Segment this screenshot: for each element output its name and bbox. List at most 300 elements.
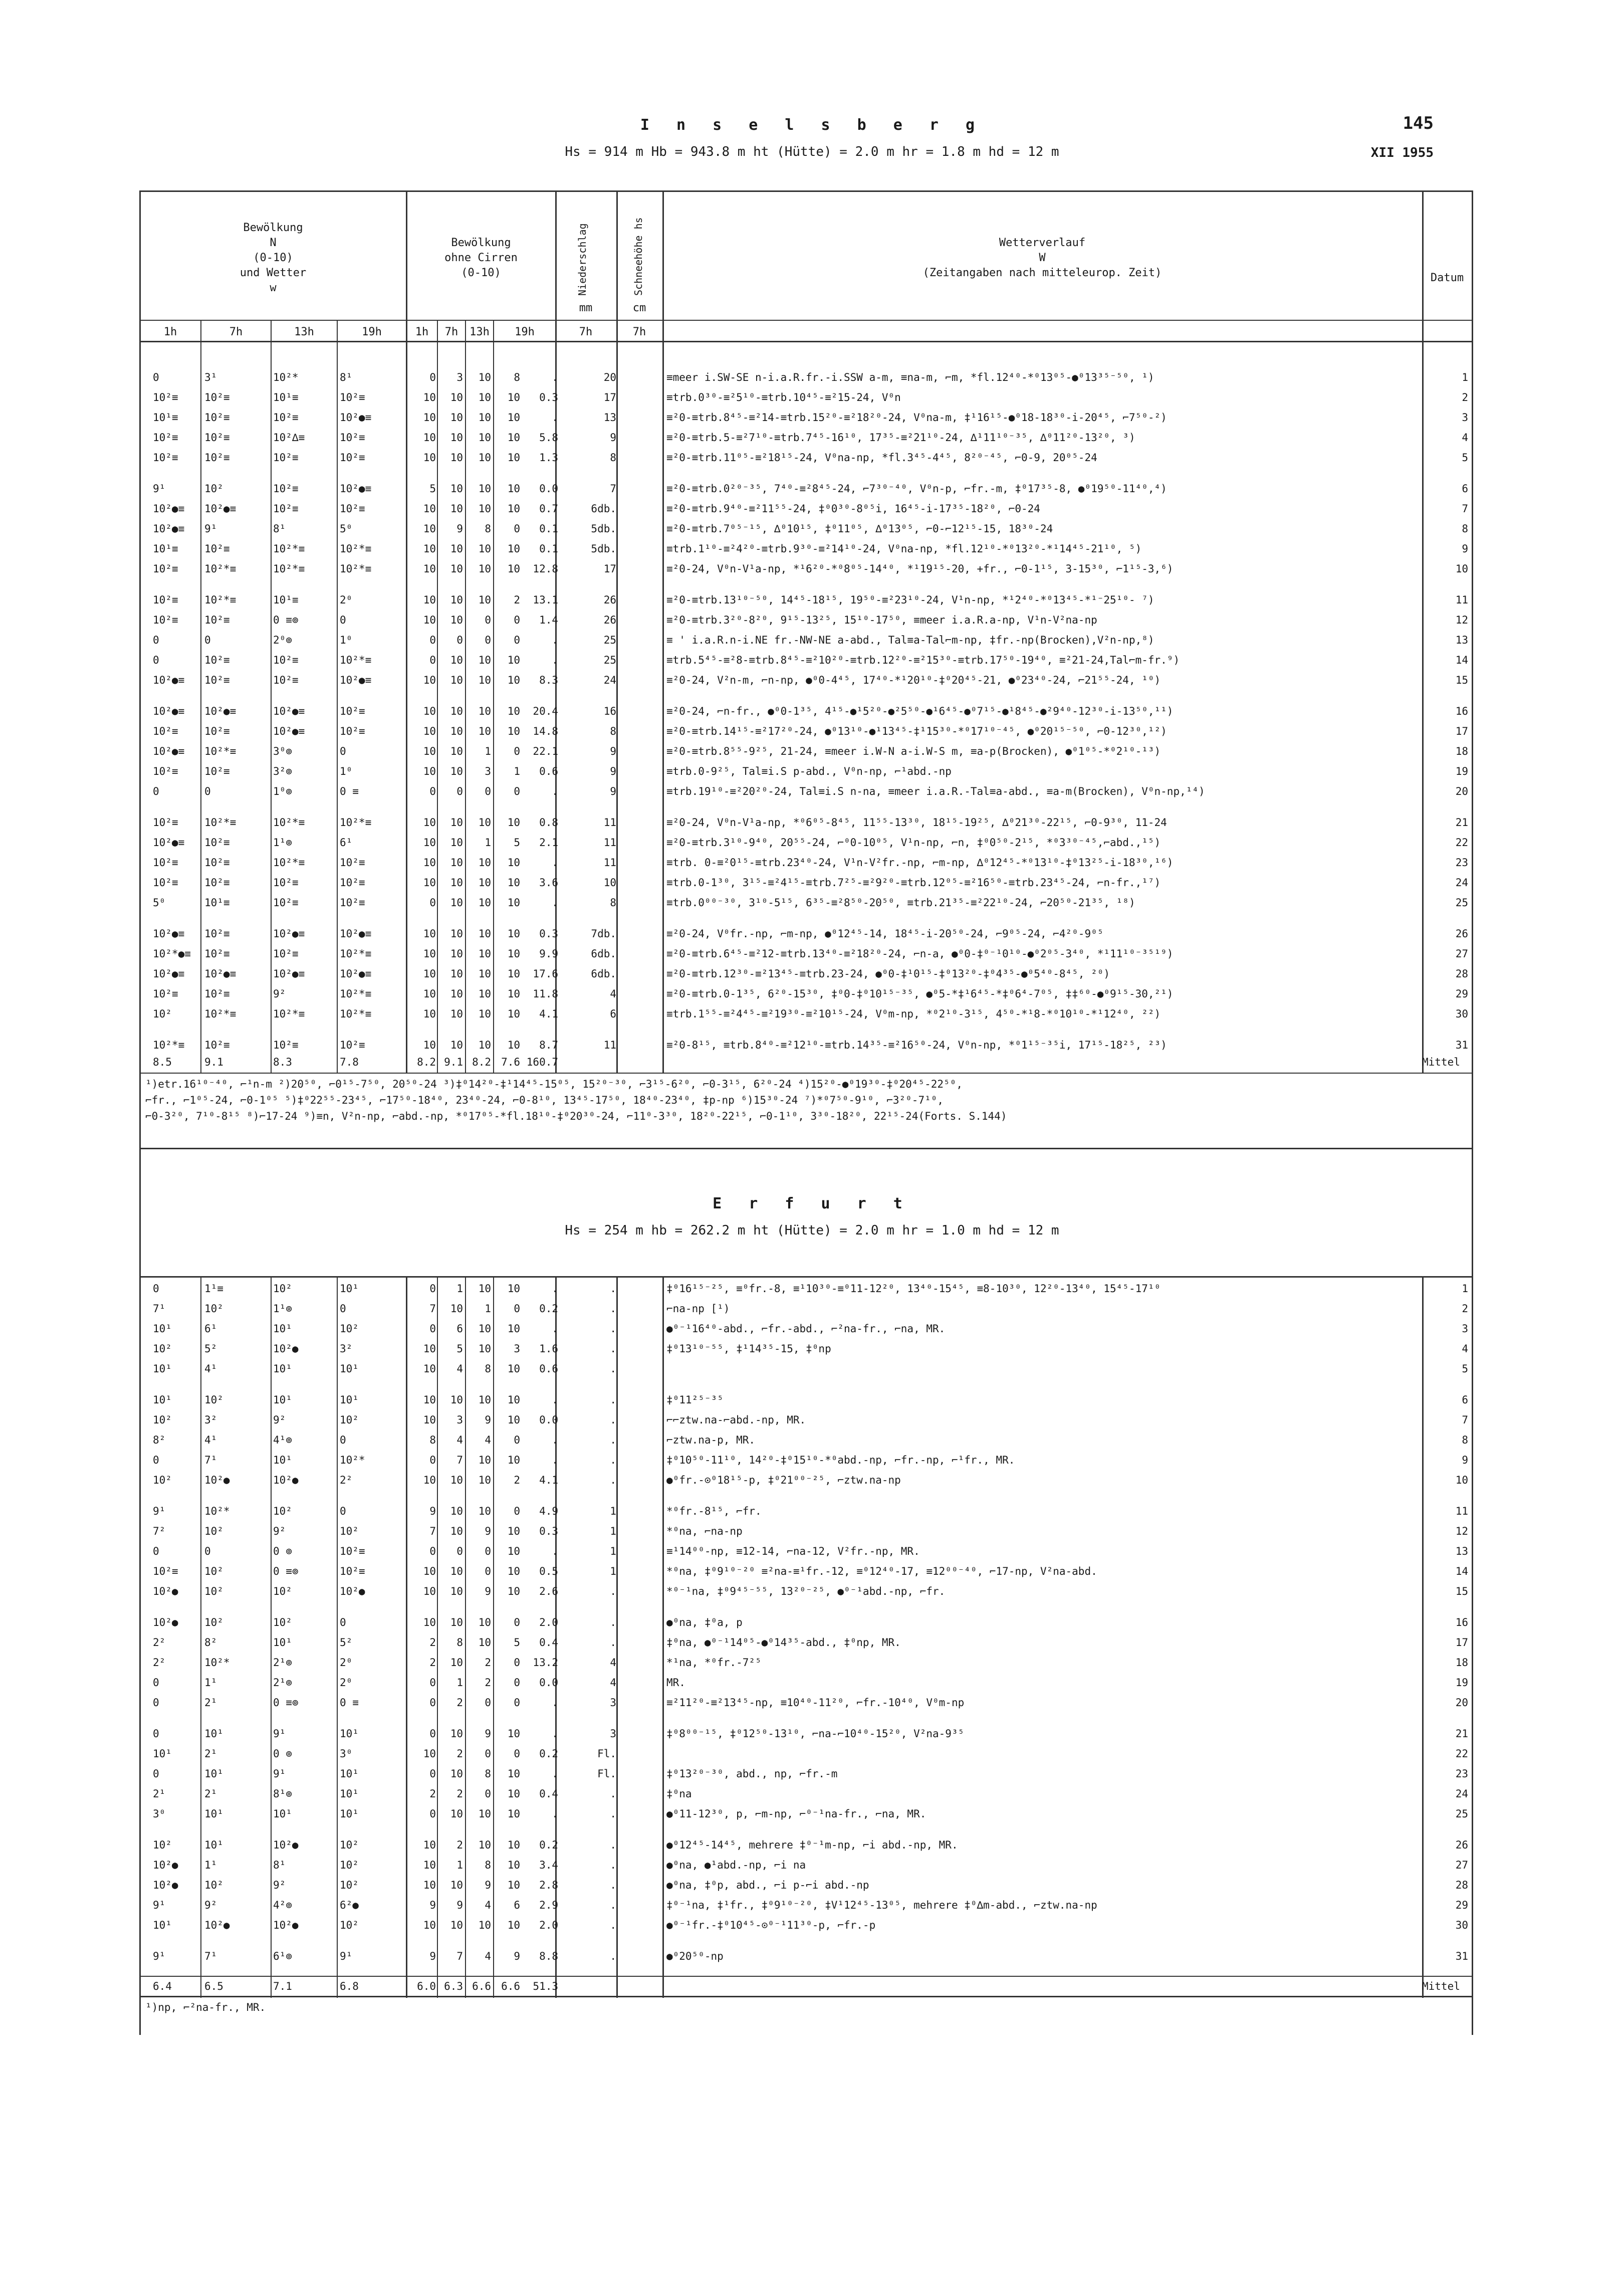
cell-b7: 10 <box>450 1616 463 1628</box>
table-row <box>0 1879 1624 1892</box>
cell-b7: 10 <box>450 563 463 575</box>
cell-n13: 10²≡ <box>273 654 299 666</box>
cell-precip: 9.9 <box>539 948 558 960</box>
cell-precip: 4.1 <box>539 1474 558 1486</box>
cell-n13: 3⁰⊚ <box>273 745 292 757</box>
cell-n1: 10² <box>153 1474 172 1486</box>
cell-n1: 10¹ <box>153 1919 172 1931</box>
cell-precip: 13.2 <box>533 1657 558 1669</box>
cell-n1: 0 <box>153 1454 159 1466</box>
cell-snow: 1 <box>610 1565 616 1577</box>
cell-b13: 10 <box>478 1008 491 1020</box>
cell-n19: 10¹ <box>340 1728 359 1740</box>
cell-b7: 10 <box>450 725 463 737</box>
cell-n13: 9¹ <box>273 1768 286 1780</box>
cell-b13: 4 <box>485 1899 491 1911</box>
cell-b19: 10 <box>507 897 520 909</box>
cell-snow: . <box>610 1454 616 1466</box>
cell-b13: 10 <box>478 877 491 889</box>
cell-n13: 10²*≡ <box>273 543 305 555</box>
cell-b1: 10 <box>423 432 436 444</box>
cell-n13: 10²*≡ <box>273 857 305 869</box>
table-row <box>0 613 1624 627</box>
header-line: ohne Cirren <box>444 252 518 264</box>
cell-b19: 10 <box>507 1879 520 1891</box>
mean-b13: 8.2 <box>472 1056 491 1068</box>
cell-weather: MR. <box>666 1677 685 1689</box>
cell-n13: 10² <box>273 1505 292 1517</box>
table-row <box>0 1676 1624 1689</box>
cell-b7: 2 <box>456 1697 463 1709</box>
cell-n19: 10¹ <box>340 1808 359 1820</box>
time-header: 19h <box>362 326 382 338</box>
cell-b1: 10 <box>423 1585 436 1597</box>
cell-b19: 10 <box>507 1565 520 1577</box>
cell-n19: 0 <box>340 614 346 626</box>
cell-n13: 9² <box>273 1525 286 1537</box>
cell-snow: 4 <box>610 1677 616 1689</box>
cell-b1: 5 <box>429 483 436 495</box>
cell-b19: 10 <box>507 452 520 464</box>
cell-b19: 0 <box>514 1748 520 1760</box>
cell-weather: ●⁰⁻¹fr.-‡⁰10⁴⁵-⊙⁰⁻¹11³⁰-p, ⌐fr.-p <box>666 1919 876 1931</box>
cell-b1: 10 <box>423 816 436 829</box>
cell-date: 26 <box>1455 928 1468 940</box>
cell-b19: 8 <box>514 371 520 383</box>
cell-b7: 10 <box>450 1525 463 1537</box>
cell-n13: 1¹⊚ <box>273 1303 292 1315</box>
cell-b19: 2 <box>514 594 520 606</box>
cell-n7: 10² <box>204 1616 223 1628</box>
cell-date: 15 <box>1455 674 1468 686</box>
cell-b19: 6 <box>514 1899 520 1911</box>
table-row <box>0 1696 1624 1709</box>
table2-top-border <box>139 1276 1473 1278</box>
cell-snow: 8 <box>610 897 616 909</box>
cell-n1: 0 <box>153 1283 159 1295</box>
mean2-row-line <box>139 1976 1473 1977</box>
cell-date: 24 <box>1455 1788 1468 1800</box>
cell-n1: 10¹≡ <box>153 543 178 555</box>
cell-b13: 0 <box>485 1748 491 1760</box>
table-top-border <box>139 190 1473 192</box>
cell-n19: 10¹ <box>340 1363 359 1375</box>
cell-snow: 10 <box>603 877 616 889</box>
cell-n7: 10²≡ <box>204 391 230 403</box>
cell-n19: 10²●≡ <box>340 483 372 495</box>
cell-n13: 10²●≡ <box>273 928 305 940</box>
cell-b19: 10 <box>507 432 520 444</box>
table-row <box>0 896 1624 909</box>
mean-n19: 7.8 <box>340 1056 359 1068</box>
cell-n19: 10¹ <box>340 1283 359 1295</box>
table-row <box>0 1342 1624 1355</box>
cell-b19: 10 <box>507 928 520 940</box>
cell-snow: 6db. <box>591 968 616 980</box>
cell-n19: 1⁰ <box>340 634 353 646</box>
cell-b7: 10 <box>450 1657 463 1669</box>
cell-b1: 0 <box>429 1323 436 1335</box>
cell-b19: 10 <box>507 1728 520 1740</box>
footnote-line: ⌐0-3²⁰, 7¹⁰-8¹⁵ ⁸)⌐17-24 ⁹)≡n, V²n-np, ⌐abd.-np, *⁰17⁰⁵-*fl.18¹⁰-‡⁰20³⁰-24, ⌐11⁰-3³⁰, 18²⁰-22¹⁵, ⌐0-1¹⁰, 3³⁰-18²⁰, 22¹⁵-24(Forts. S.144) <box>145 1110 1007 1122</box>
cell-n7: 10² <box>204 1525 223 1537</box>
cell-precip: 0.3 <box>539 928 558 940</box>
cell-n1: 0 <box>153 1697 159 1709</box>
table-row <box>0 1454 1624 1467</box>
cell-weather: *⁰fr.-8¹⁵, ⌐fr. <box>666 1505 762 1517</box>
cell-b13: 2 <box>485 1657 491 1669</box>
table-row <box>0 1433 1624 1447</box>
cell-n1: 7¹ <box>153 1303 166 1315</box>
cell-b19: 10 <box>507 1788 520 1800</box>
table-row <box>0 1039 1624 1052</box>
cell-b7: 10 <box>450 765 463 777</box>
cell-b13: 10 <box>478 1343 491 1355</box>
cell-weather: ≡²0-≡trb.12³⁰-≡²13⁴⁵-≡trb.23-24, ●⁰0-‡¹0¹⁵-‡⁰13²⁰-‡⁰4³⁵-●⁰5⁴⁰-8⁴⁵, ²⁰) <box>666 968 1110 980</box>
time-header: 7h <box>444 326 458 338</box>
cell-weather: *⁰na, ⌐na-np <box>666 1525 743 1537</box>
cell-n7: 10²≡ <box>204 765 230 777</box>
cell-b7: 10 <box>450 614 463 626</box>
time-header: 1h <box>415 326 429 338</box>
cell-date: 14 <box>1455 1565 1468 1577</box>
cell-n7: 10²≡ <box>204 452 230 464</box>
cell-b1: 10 <box>423 452 436 464</box>
cell-n7: 10²*≡ <box>204 594 237 606</box>
cell-b1: 0 <box>429 1454 436 1466</box>
cell-b7: 10 <box>450 1505 463 1517</box>
cell-b1: 10 <box>423 1039 436 1051</box>
cell-n13: 10²≡ <box>273 877 299 889</box>
subheader-line <box>139 320 1473 321</box>
cell-b13: 9 <box>485 1728 491 1740</box>
cell-n19: 10²●≡ <box>340 411 372 424</box>
cell-date: 11 <box>1455 1505 1468 1517</box>
cell-b7: 10 <box>450 857 463 869</box>
cell-b1: 10 <box>423 725 436 737</box>
cell-date: 16 <box>1455 1616 1468 1628</box>
cell-b1: 10 <box>423 563 436 575</box>
cell-snow: 11 <box>603 816 616 829</box>
cell-weather: ‡⁰11²⁵⁻³⁵ <box>666 1394 724 1406</box>
cell-n1: 2² <box>153 1636 166 1648</box>
table-row <box>0 522 1624 535</box>
cell-n13: 2¹⊚ <box>273 1657 292 1669</box>
table-row <box>0 1656 1624 1669</box>
cell-b1: 10 <box>423 1616 436 1628</box>
cell-n1: 10²≡ <box>153 594 178 606</box>
cell-n19: 2⁰ <box>340 1677 353 1689</box>
cell-snow: 9 <box>610 745 616 757</box>
cell-weather: ≡²0-≡trb.8⁵⁵-9²⁵, 21-24, ≡meer i.W-N a-i.W-S m, ≡a-p(Brocken), ●⁰1⁰⁵-*⁰2¹⁰-¹³) <box>666 745 1161 757</box>
cell-n13: 10²≡ <box>273 483 299 495</box>
col-divider <box>555 190 557 1073</box>
table-row <box>0 1747 1624 1760</box>
cell-weather: ≡trb.0⁰⁰⁻³⁰, 3¹⁰-5¹⁵, 6³⁵-≡²8⁵⁰-20⁵⁰, ≡trb.21³⁵-≡²22¹⁰-24, ⌐20⁵⁰-21³⁵, ¹⁸) <box>666 897 1135 909</box>
cell-n19: 10² <box>340 1859 359 1871</box>
cell-n7: 10²≡ <box>204 948 230 960</box>
cell-b13: 10 <box>478 1323 491 1335</box>
table-row <box>0 451 1624 464</box>
cell-snow: 5db. <box>591 543 616 555</box>
mean-n19: 6.8 <box>340 1980 359 1992</box>
cell-n1: 10²≡ <box>153 452 178 464</box>
table-row <box>0 411 1624 424</box>
cell-b1: 10 <box>423 1008 436 1020</box>
time-header: 13h <box>470 326 490 338</box>
cell-snow: . <box>610 1343 616 1355</box>
cell-n19: 3⁰ <box>340 1748 353 1760</box>
cell-weather: ≡²0-≡trb.6⁴⁵-≡²12-≡trb.13⁴⁰-≡²18²⁰-24, ⌐n-a, ●⁰0-‡⁰⁻¹0¹⁰-●⁰2⁰⁵-3⁴⁰, *¹11¹⁰⁻³⁵¹⁹) <box>666 948 1174 960</box>
cell-n19: 5² <box>340 1636 353 1648</box>
cell-n13: 0 ⊚ <box>273 1748 292 1760</box>
cell-n7: 9¹ <box>204 523 217 535</box>
cell-b19: 0 <box>514 1505 520 1517</box>
cell-date: 21 <box>1455 816 1468 829</box>
cell-b13: 8 <box>485 1768 491 1780</box>
cell-precip: . <box>552 857 558 869</box>
cell-weather: ‡⁰na, ●⁰⁻¹14⁰⁵-●⁰14³⁵-abd., ‡⁰np, MR. <box>666 1636 901 1648</box>
table-row <box>0 816 1624 829</box>
cell-b13: 10 <box>478 948 491 960</box>
cell-snow: . <box>610 1919 616 1931</box>
cell-n19: 10²≡ <box>340 725 365 737</box>
cell-snow: . <box>610 1788 616 1800</box>
cell-n7: 10² <box>204 1879 223 1891</box>
cell-precip: 0.1 <box>539 523 558 535</box>
cell-date: 12 <box>1455 614 1468 626</box>
cell-snow: 6db. <box>591 503 616 515</box>
cell-b7: 10 <box>450 543 463 555</box>
cell-n7: 10²●≡ <box>204 705 237 717</box>
cell-precip: . <box>552 785 558 797</box>
cell-n1: 0 <box>153 1768 159 1780</box>
cell-b1: 0 <box>429 634 436 646</box>
mean-precip: 51.3 <box>533 1980 558 1992</box>
cell-b1: 0 <box>429 1283 436 1295</box>
cell-n13: 10² <box>273 1585 292 1597</box>
table-row <box>0 927 1624 940</box>
cell-b13: 8 <box>485 523 491 535</box>
cell-n7: 1¹ <box>204 1677 217 1689</box>
cell-weather: ≡²0-24, V⁰n-V¹a-np, *¹6²⁰-*⁰8⁰⁵-14⁴⁰, *¹19¹⁵-20, +fr., ⌐0-1¹⁵, 3-15³⁰, ⌐1¹⁵-3,⁶) <box>666 563 1174 575</box>
cell-weather: ●⁰na, ‡⁰p, abd., ⌐i p-⌐i abd.-np <box>666 1879 869 1891</box>
cell-date: 4 <box>1462 1343 1468 1355</box>
cell-n13: 10¹ <box>273 1394 292 1406</box>
cell-b1: 9 <box>429 1505 436 1517</box>
cell-date: 5 <box>1462 1363 1468 1375</box>
cell-b7: 10 <box>450 705 463 717</box>
table-row <box>0 1362 1624 1375</box>
cell-n19: 10² <box>340 1879 359 1891</box>
cell-n19: 10²*≡ <box>340 543 372 555</box>
cell-b19: 10 <box>507 1919 520 1931</box>
cell-b19: 10 <box>507 1839 520 1851</box>
cell-n19: 0 <box>340 1303 346 1315</box>
cell-n13: 10² <box>273 1283 292 1295</box>
cell-b1: 10 <box>423 543 436 555</box>
cell-snow: 25 <box>603 654 616 666</box>
cell-n19: 10²≡ <box>340 432 365 444</box>
cell-snow: 6db. <box>591 948 616 960</box>
cell-weather: ≡²0-24, ⌐n-fr., ●⁰0-1³⁵, 4¹⁵-●¹5²⁰-●²5⁵⁰-●¹6⁴⁵-●⁰7¹⁵-●¹8⁴⁵-●²9⁴⁰-12³⁰-i-13⁵⁰,¹¹) <box>666 705 1174 717</box>
table-row <box>0 431 1624 444</box>
cell-b19: 10 <box>507 1545 520 1557</box>
header-schneehoehe: Schneehöhe hs <box>632 217 644 296</box>
cell-snow: 7db. <box>591 928 616 940</box>
cell-b7: 7 <box>456 1950 463 1962</box>
cell-n1: 10²●≡ <box>153 837 185 849</box>
cell-n7: 10²*≡ <box>204 1008 237 1020</box>
cell-date: 16 <box>1455 705 1468 717</box>
table-row <box>0 1787 1624 1800</box>
cell-b1: 10 <box>423 391 436 403</box>
cell-b7: 10 <box>450 948 463 960</box>
cell-b7: 6 <box>456 1323 463 1335</box>
cell-precip: 4.1 <box>539 1008 558 1020</box>
cell-b19: 0 <box>514 1616 520 1628</box>
cell-snow: . <box>610 1839 616 1851</box>
cell-n19: 9¹ <box>340 1950 353 1962</box>
cell-date: 29 <box>1455 1899 1468 1911</box>
cell-date: 30 <box>1455 1008 1468 1020</box>
table-row <box>0 1767 1624 1780</box>
cell-n1: 2¹ <box>153 1788 166 1800</box>
mean-b19: 6.6 <box>501 1980 520 1992</box>
cell-n1: 0 <box>153 371 159 383</box>
cell-precip: 22.1 <box>533 745 558 757</box>
cell-n7: 10²* <box>204 1657 230 1669</box>
cell-n1: 8² <box>153 1434 166 1446</box>
cell-snow: . <box>610 1808 616 1820</box>
cell-precip: . <box>552 897 558 909</box>
cell-date: 6 <box>1462 1394 1468 1406</box>
col-divider <box>1422 190 1424 1073</box>
cell-n19: 10²≡ <box>340 503 365 515</box>
cell-b1: 0 <box>429 1677 436 1689</box>
cell-n13: 9² <box>273 1879 286 1891</box>
cell-b7: 10 <box>450 1565 463 1577</box>
cell-precip: 8.8 <box>539 1950 558 1962</box>
cell-b1: 10 <box>423 1879 436 1891</box>
header-line: und Wetter <box>240 267 307 279</box>
cell-n1: 10²●≡ <box>153 745 185 757</box>
cell-date: 1 <box>1462 371 1468 383</box>
cell-n13: 10²●≡ <box>273 705 305 717</box>
cell-weather: ≡²0-≡trb.0-1³⁵, 6²⁰-15³⁰, ‡⁰0-‡⁰10¹⁵⁻³⁵, ●⁰5-*‡¹6⁴⁵-*‡⁰6⁴-7⁰⁵, ‡‡⁶⁰-●⁰9¹⁵-30,²¹) <box>666 988 1174 1000</box>
cell-n7: 10²≡ <box>204 928 230 940</box>
table-row <box>0 502 1624 515</box>
cell-n7: 10²● <box>204 1919 230 1931</box>
cell-n13: 2¹⊚ <box>273 1677 292 1689</box>
cell-b7: 10 <box>450 968 463 980</box>
cell-weather: ≡²0-24, V⁰n-V¹a-np, *⁰6⁰⁵-8⁴⁵, 11⁵⁵-13³⁰, 18¹⁵-19²⁵, ∆⁰21³⁰-22¹⁵, ⌐0-9³⁰, 11-24 <box>666 816 1167 829</box>
cell-snow: 11 <box>603 837 616 849</box>
cell-n7: 10² <box>204 1394 223 1406</box>
cell-date: 31 <box>1455 1950 1468 1962</box>
cell-date: 20 <box>1455 785 1468 797</box>
mean-n13: 7.1 <box>273 1980 292 1992</box>
table-row <box>0 745 1624 758</box>
table-row <box>0 1505 1624 1518</box>
cell-n7: 10²* <box>204 1505 230 1517</box>
cell-b1: 0 <box>429 1697 436 1709</box>
cell-n13: 10²≡ <box>273 948 299 960</box>
cell-b1: 10 <box>423 1394 436 1406</box>
table-row <box>0 1545 1624 1558</box>
cell-snow: 9 <box>610 765 616 777</box>
cell-date: 5 <box>1462 452 1468 464</box>
cell-date: 7 <box>1462 1414 1468 1426</box>
header-line: N <box>270 237 277 249</box>
cell-date: 23 <box>1455 1768 1468 1780</box>
cell-b1: 0 <box>429 785 436 797</box>
table-row <box>0 705 1624 718</box>
cell-n7: 10²≡ <box>204 654 230 666</box>
header-datum: Datum <box>1430 272 1464 284</box>
cell-b19: 10 <box>507 1808 520 1820</box>
cell-precip: 0.3 <box>539 1525 558 1537</box>
cell-weather: ●⁰20⁵⁰-np <box>666 1950 724 1962</box>
time-header: 7h <box>579 326 593 338</box>
cell-precip: 0.0 <box>539 1677 558 1689</box>
cell-n1: 10¹≡ <box>153 411 178 424</box>
cell-n1: 10¹ <box>153 1394 172 1406</box>
cell-weather: ⌐na-np [¹) <box>666 1303 730 1315</box>
cell-n19: 0 <box>340 1616 346 1628</box>
cell-b7: 10 <box>450 1303 463 1315</box>
cell-weather: ‡⁰na <box>666 1788 692 1800</box>
table-row <box>0 391 1624 404</box>
cell-n19: 10² <box>340 1839 359 1851</box>
cell-n7: 4¹ <box>204 1363 217 1375</box>
mean-b7: 9.1 <box>444 1056 463 1068</box>
col-divider <box>406 190 407 1073</box>
cell-snow: 13 <box>603 411 616 424</box>
cell-n13: 10¹ <box>273 1808 292 1820</box>
cell-snow: 6 <box>610 1008 616 1020</box>
cell-date: 21 <box>1455 1728 1468 1740</box>
cell-precip: 0.0 <box>539 483 558 495</box>
cell-precip: 0.5 <box>539 1565 558 1577</box>
cell-b19: 9 <box>514 1950 520 1962</box>
cell-date: 12 <box>1455 1525 1468 1537</box>
cell-snow: Fl. <box>597 1748 616 1760</box>
cell-n7: 10² <box>204 1303 223 1315</box>
cell-b7: 3 <box>456 1414 463 1426</box>
cell-b19: 10 <box>507 1008 520 1020</box>
cell-date: 9 <box>1462 1454 1468 1466</box>
cell-precip: 0.4 <box>539 1788 558 1800</box>
cell-b19: 10 <box>507 1525 520 1537</box>
mean-n1: 6.4 <box>153 1980 172 1992</box>
cell-precip: 12.8 <box>533 563 558 575</box>
cell-n7: 1¹ <box>204 1859 217 1871</box>
mean-n7: 6.5 <box>204 1980 223 1992</box>
header-niederschlag-unit: mm <box>579 302 593 314</box>
cell-date: 26 <box>1455 1839 1468 1851</box>
cell-date: 25 <box>1455 1808 1468 1820</box>
cell-b1: 0 <box>429 654 436 666</box>
cell-b13: 10 <box>478 897 491 909</box>
cell-weather: ≡trb.19¹⁰-≡²20²⁰-24, Tal≡i.S n-na, ≡meer i.a.R.-Tal≡a-abd., ≡a-m(Brocken), V⁰n-np,¹⁴) <box>666 785 1205 797</box>
cell-b19: 2 <box>514 1474 520 1486</box>
cell-b13: 4 <box>485 1434 491 1446</box>
cell-b7: 9 <box>456 523 463 535</box>
header-bewoelkung <box>145 221 401 296</box>
cell-n19: 10²●≡ <box>340 674 372 686</box>
cell-date: 8 <box>1462 523 1468 535</box>
